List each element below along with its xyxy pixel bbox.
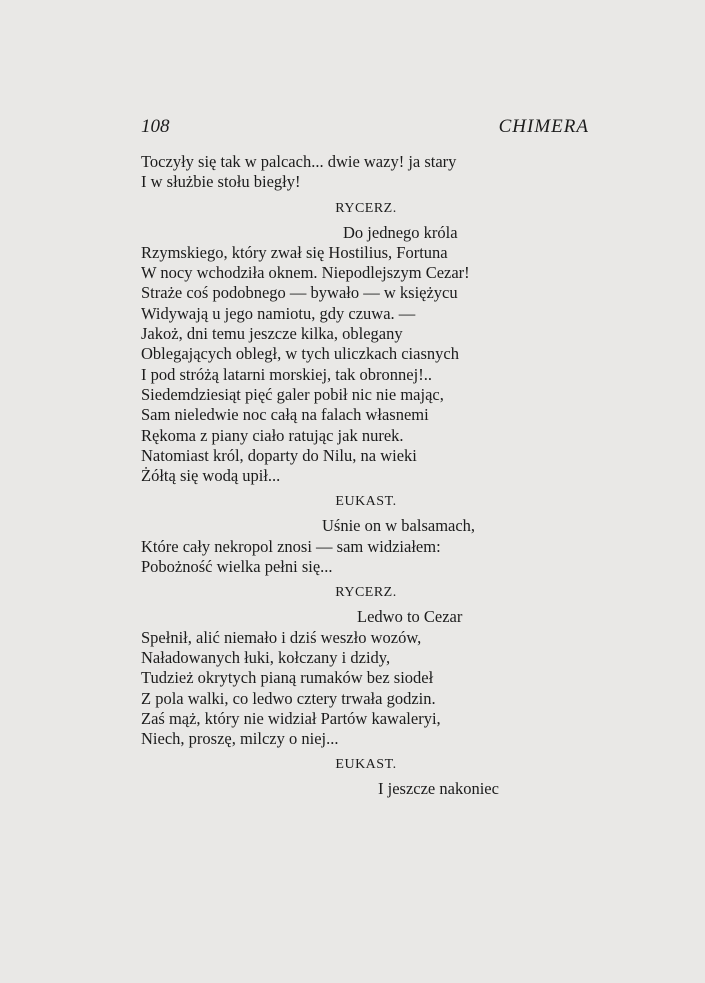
verse-line: Z pola walki, co ledwo cztery trwała godzin. bbox=[141, 688, 436, 708]
verse-line: Ledwo to Cezar bbox=[357, 607, 463, 627]
verse-line: Jakoż, dni temu jeszcze kilka, oblegany bbox=[141, 324, 403, 344]
verse-line: Widywają u jego namiotu, gdy czuwa. — bbox=[141, 303, 416, 323]
verse-line: Siedemdziesiąt pięć galer pobił nic nie mając, bbox=[141, 384, 444, 404]
verse-text bbox=[141, 152, 541, 800]
speaker-name: RYCERZ. bbox=[335, 200, 397, 216]
verse-line: Oblegających obległ, w tych uliczkach ciasnych bbox=[141, 344, 459, 364]
verse-line: Naładowanych łuki, kołczany i dzidy, bbox=[141, 647, 391, 667]
verse-line: Żółtą się wodą upił... bbox=[141, 466, 281, 486]
speaker-name: EUKAST. bbox=[335, 494, 397, 510]
verse-line: Natomiast król, doparty do Nilu, na wieki bbox=[141, 445, 417, 465]
verse-line: Rękoma z piany ciało ratując jak nurek. bbox=[141, 425, 404, 445]
page-number: 108 bbox=[141, 116, 170, 137]
verse-line: Toczyły się tak w palcach... dwie wazy! ja stary bbox=[141, 152, 457, 171]
verse-line: Pobożność wielka pełni się... bbox=[141, 557, 333, 577]
running-title: CHIMERA bbox=[498, 116, 589, 137]
speaker-name: RYCERZ. bbox=[335, 585, 397, 601]
verse-line: W nocy wchodziła oknem. Niepodlejszym Cezar! bbox=[141, 263, 470, 283]
verse-line: Które cały nekropol znosi — sam widziałem: bbox=[141, 536, 441, 556]
verse-line: I w służbie stołu biegły! bbox=[141, 172, 301, 192]
verse-line: Spełnił, alić niemało i dziś weszło wozów, bbox=[141, 627, 422, 647]
verse-line: Straże coś podobnego — bywało — w księżycu bbox=[141, 283, 458, 303]
verse-line: I jeszcze nakoniec bbox=[378, 779, 499, 799]
verse-line: Uśnie on w balsamach, bbox=[322, 516, 476, 536]
verse-line: Sam nieledwie noc całą na falach własnemi bbox=[141, 405, 429, 425]
speaker-name: EUKAST. bbox=[335, 757, 397, 773]
verse-line: Rzymskiego, który zwał się Hostilius, Fortuna bbox=[141, 242, 448, 262]
verse-line: Tudzież okrytych pianą rumaków bez siodeł bbox=[141, 668, 434, 688]
page-header bbox=[141, 116, 589, 138]
verse-line: Do jednego króla bbox=[343, 222, 458, 242]
verse-line: Zaś mąż, który nie widział Partów kawaleryi, bbox=[141, 708, 441, 728]
verse-line: I pod stróżą latarni morskiej, tak obronnej!.. bbox=[141, 364, 432, 384]
verse-line: Niech, proszę, milczy o niej... bbox=[141, 729, 339, 749]
